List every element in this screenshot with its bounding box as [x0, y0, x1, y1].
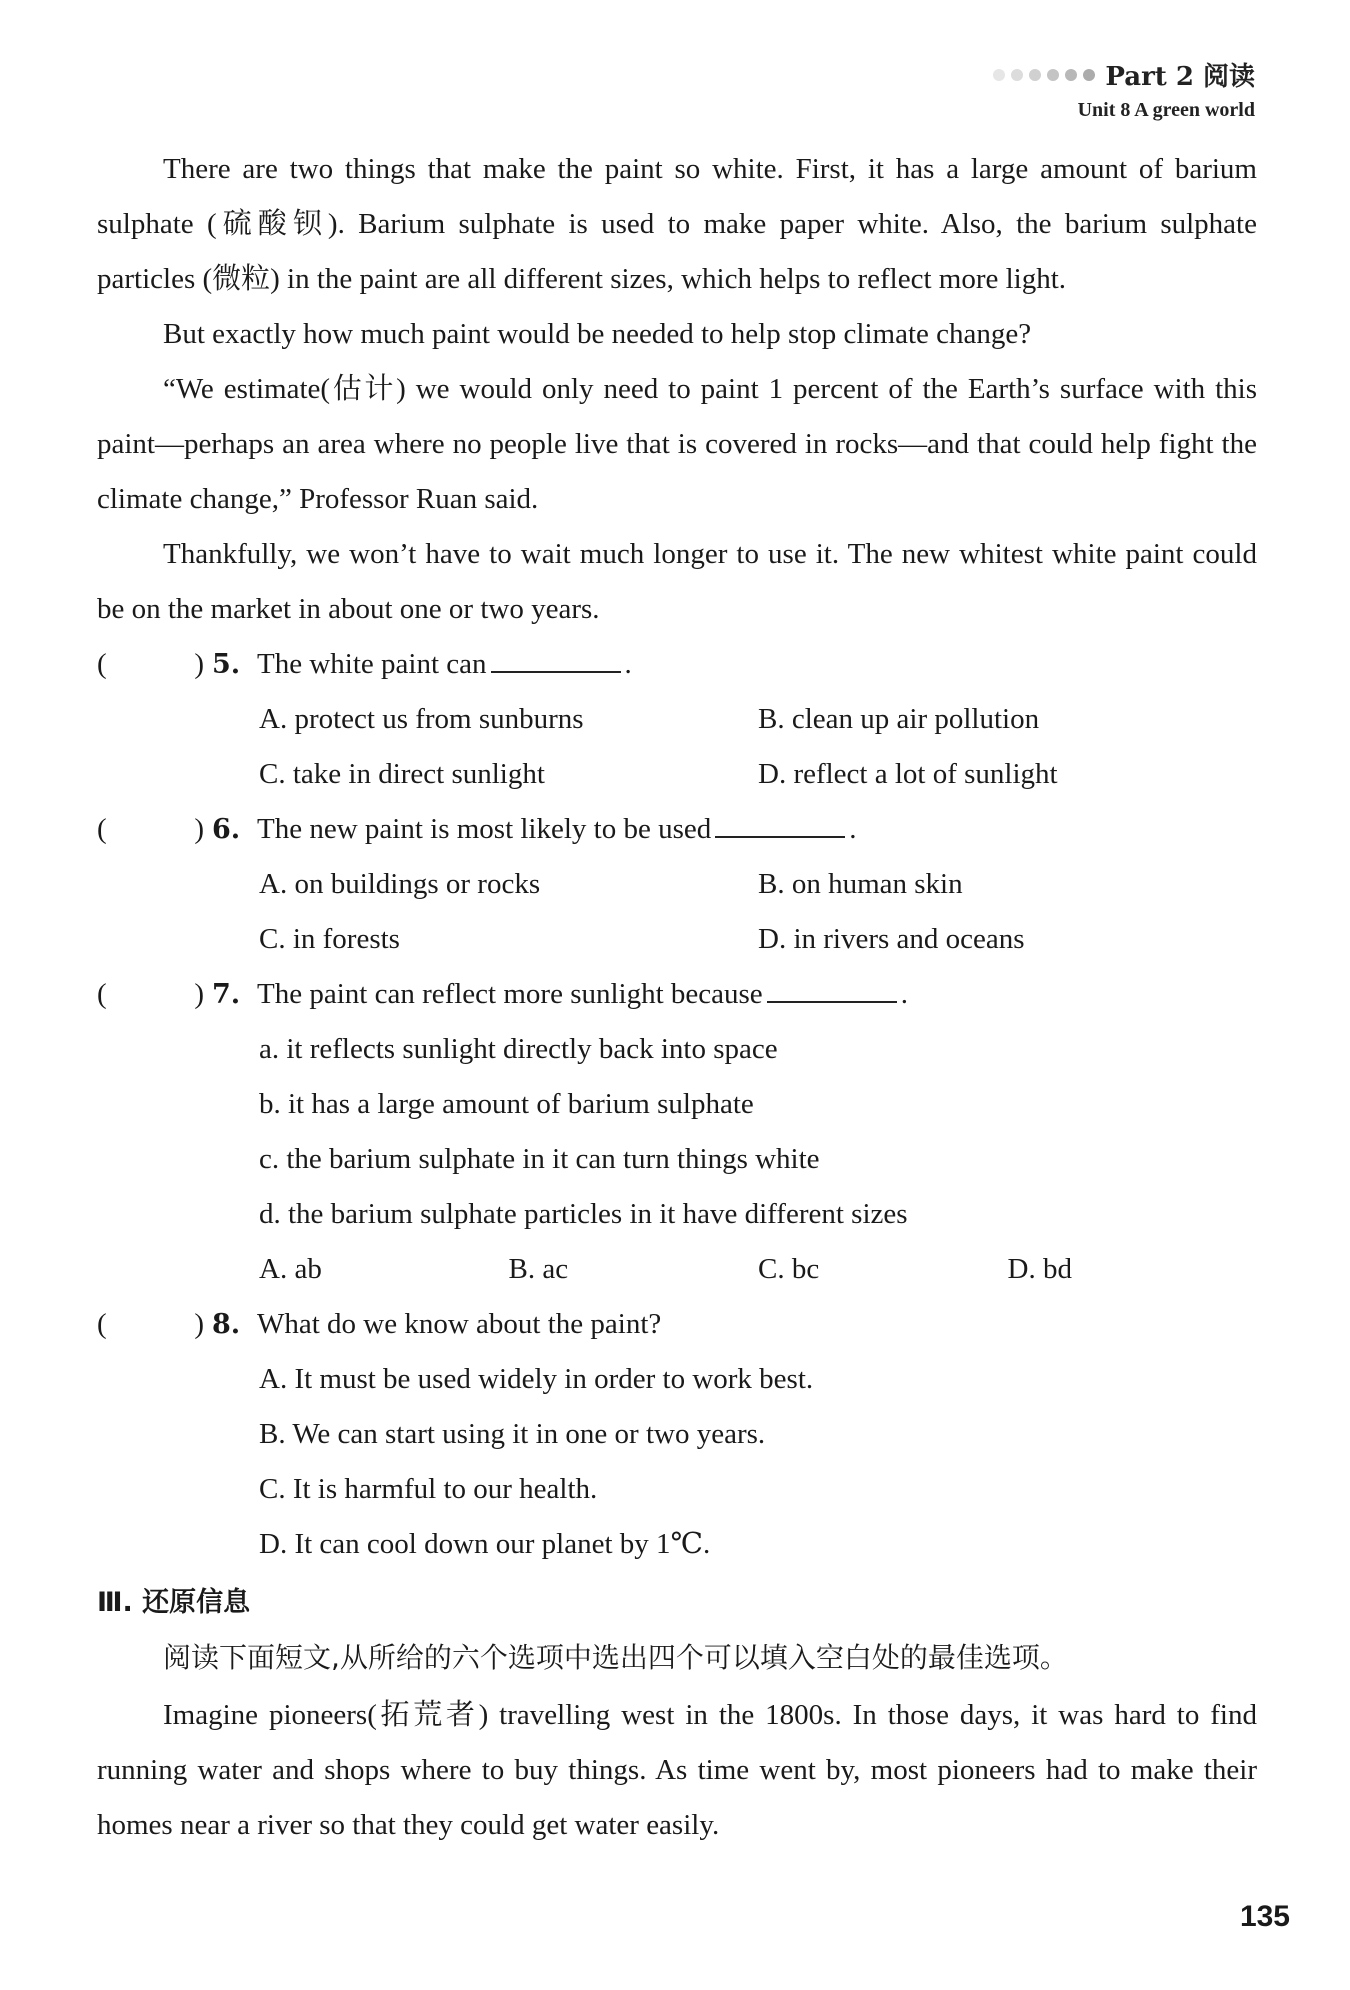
statement-d: d. the barium sulphate particles in it have different sizes [259, 1198, 908, 1230]
options-row [97, 1242, 1257, 1297]
dot-icon [1011, 69, 1023, 81]
question-number: 7. [212, 979, 241, 1010]
dot-icon [1047, 69, 1059, 81]
option-c[interactable]: C. bc [758, 1253, 820, 1285]
answer-slot[interactable]: ( ) [97, 978, 204, 1010]
question-stem: The white paint can [257, 648, 487, 680]
passage-paragraph: But exactly how much paint would be needed to help stop climate change? [163, 318, 1032, 350]
option-c[interactable]: C. It is harmful to our health. [259, 1473, 598, 1505]
dot-icon [993, 69, 1005, 81]
answer-blank [715, 835, 845, 838]
option-c[interactable]: C. in forests [259, 923, 400, 955]
decorative-dots [993, 69, 1095, 81]
answer-blank [767, 1000, 897, 1003]
option-c[interactable]: C. take in direct sunlight [259, 758, 545, 790]
answer-slot[interactable]: ( ) [97, 1308, 204, 1340]
section-instruction: 阅读下面短文,从所给的六个选项中选出四个可以填入空白处的最佳选项。 [163, 1641, 1068, 1674]
question-5: ( ) 5. The white paint can . [97, 637, 1257, 692]
options-row [97, 692, 1257, 747]
header-subtitle: Unit 8 A green world [1077, 99, 1255, 121]
question-stem: What do we know about the paint? [257, 1308, 662, 1340]
question-8 [97, 1297, 1257, 1352]
option-a[interactable]: A. on buildings or rocks [259, 868, 541, 900]
option-d[interactable]: D. bd [1007, 1253, 1072, 1285]
section-title: Ⅲ. 还原信息 [97, 1587, 251, 1618]
passage-paragraph: “We estimate(估计) we would only need to paint 1 percent of the Earth’s surface with this paint—perhaps an area where no people live that is covered in rocks—and that could help fight the climate change,” Professor Ruan said. [97, 373, 1257, 515]
page-number: 135 [1239, 1900, 1290, 1933]
options-row [97, 747, 1257, 802]
answer-slot[interactable]: ( ) [97, 813, 204, 845]
options-row [97, 912, 1257, 967]
question-7: ( ) 7. The paint can reflect more sunlight because . [97, 967, 1257, 1022]
question-stem: The paint can reflect more sunlight because [257, 978, 763, 1010]
question-number: 5. [212, 649, 241, 680]
passage-paragraph: Thankfully, we won’t have to wait much longer to use it. The new whitest white paint could be on the market in about one or two years. [97, 538, 1257, 625]
option-b[interactable]: B. ac [508, 1253, 569, 1285]
option-b[interactable]: B. on human skin [758, 868, 963, 900]
passage-paragraph: Imagine pioneers(拓荒者) travelling west in the 1800s. In those days, it was hard to find running water and shops where to buy things. As time went by, most pioneers had to make their homes near a river so that they could get water easily. [97, 1699, 1257, 1841]
statement-c: c. the barium sulphate in it can turn things white [259, 1143, 820, 1175]
statement-a: a. it reflects sunlight directly back into space [259, 1033, 778, 1065]
answer-blank [491, 670, 621, 673]
option-a[interactable]: A. ab [259, 1253, 322, 1285]
option-d[interactable]: D. in rivers and oceans [758, 923, 1025, 955]
dot-icon [1065, 69, 1077, 81]
header-title: Part 2 阅读 [1105, 62, 1255, 92]
dot-icon [1083, 69, 1095, 81]
option-a[interactable]: A. protect us from sunburns [259, 703, 584, 735]
question-stem: The new paint is most likely to be used [257, 813, 712, 845]
page-content [97, 142, 1257, 1853]
dot-icon [1029, 69, 1041, 81]
option-d[interactable]: D. It can cool down our planet by 1℃. [259, 1528, 711, 1560]
options-row [97, 857, 1257, 912]
option-d[interactable]: D. reflect a lot of sunlight [758, 758, 1058, 790]
option-b[interactable]: B. clean up air pollution [758, 703, 1040, 735]
passage-paragraph: There are two things that make the paint so white. First, it has a large amount of barium sulphate (硫酸钡). Barium sulphate is used to make paper white. Also, the barium sulphate particles (微粒) in the paint are all different sizes, which helps to reflect more light. [97, 153, 1257, 295]
question-number: 8. [212, 1309, 241, 1340]
answer-slot[interactable]: ( ) [97, 648, 204, 680]
question-6: ( ) 6. The new paint is most likely to be used . [97, 802, 1257, 857]
question-number: 6. [212, 814, 241, 845]
statement-b: b. it has a large amount of barium sulphate [259, 1088, 754, 1120]
option-b[interactable]: B. We can start using it in one or two years. [259, 1418, 766, 1450]
page-header [993, 56, 1255, 122]
option-a[interactable]: A. It must be used widely in order to work best. [259, 1363, 814, 1395]
